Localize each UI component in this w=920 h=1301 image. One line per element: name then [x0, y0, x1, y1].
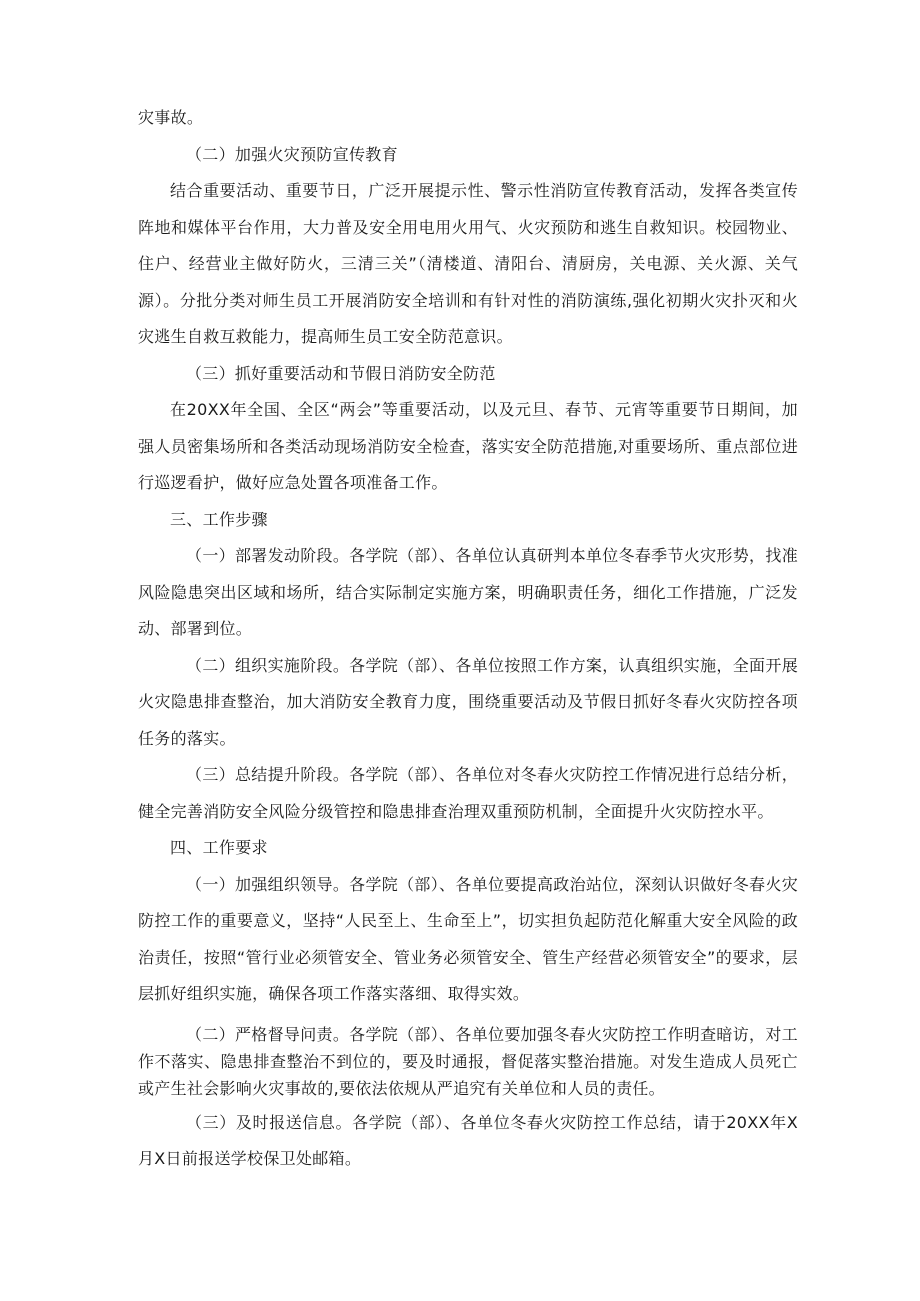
document-page	[138, 100, 798, 1178]
paragraph-continuation: 灾事故。	[138, 108, 204, 127]
paragraph-step-implement: （二）组织实施阶段。各学院（部）、各单位按照工作方案，认真组织实施，全面开展火灾隐患排查整治，加大消防安全教育力度，围绕重要活动及节假日抓好冬春火灾防控各项任务的落实。	[138, 655, 798, 748]
paragraph-publicity-education: 结合重要活动、重要节日，广泛开展提示性、警示性消防宣传教育活动，发挥各类宣传阵地和媒体平台作用，大力普及安全用电用火用气、火灾预防和逃生自救知识。校园物业、住户、经营业主做好防火，三清三关”（清楼道、清阳台、清厨房，关电源、关火源、关气源）。分批分类对师生员工开展消防安全培训和有针对性的消防演练,强化初期火灾扑灭和火灾逃生自救互救能力，提高师生员工安全防范意识。	[138, 181, 798, 346]
heading-work-requirements: 四、工作要求	[170, 838, 268, 857]
subheading-publicity-education: （二）加强火灾预防宣传教育	[186, 144, 398, 164]
paragraph-req-reporting: （三）及时报送信息。各学院（部）、各单位冬春火灾防控工作总结，请于20XX年X月X日前报送学校保卫处邮箱。	[138, 1112, 798, 1168]
paragraph-step-deploy: （一）部署发动阶段。各学院（部）、各单位认真研判本单位冬春季节火灾形势，找准风险隐患突出区域和场所，结合实际制定实施方案，明确职责任务，细化工作措施，广泛发动、部署到位。	[138, 546, 798, 638]
paragraph-holiday-safety: 在20XX年全国、全区“两会”等重要活动，以及元旦、春节、元宵等重要节日期间，加强人员密集场所和各类活动现场消防安全检查，落实安全防范措施,对重要场所、重点部位进行巡逻看护，做好应急处置各项准备工作。	[138, 400, 798, 492]
subheading-holiday-safety: （三）抓好重要活动和节假日消防安全防范	[186, 363, 496, 383]
paragraph-step-summary: （三）总结提升阶段。各学院（部）、各单位对冬春火灾防控工作情况进行总结分析，健全完善消防安全风险分级管控和隐患排查治理双重预防机制，全面提升火灾防控水平。	[138, 765, 798, 821]
paragraph-req-supervision: （二）严格督导问责。各学院（部）、各单位要加强冬春火灾防控工作明查暗访，对工作不落实、隐患排查整治不到位的，要及时通报，督促落实整治措施。对发生造成人员死亡或产生社会影响火灾事故的,要依法依规从严追究有关单位和人员的责任。	[138, 1024, 798, 1098]
heading-work-steps: 三、工作步骤	[170, 509, 268, 529]
paragraph-req-leadership: （一）加强组织领导。各学院（部）、各单位要提高政治站位，深刻认识做好冬春火灾防控工作的重要意义，坚持“人民至上、生命至上”，切实担负起防范化解重大安全风险的政治责任，按照“管行业必须管安全、管业务必须管安全、管生产经营必须管安全”的要求，层层抓好组织实施，确保各项工作落实落细、取得实效。	[138, 874, 798, 1003]
